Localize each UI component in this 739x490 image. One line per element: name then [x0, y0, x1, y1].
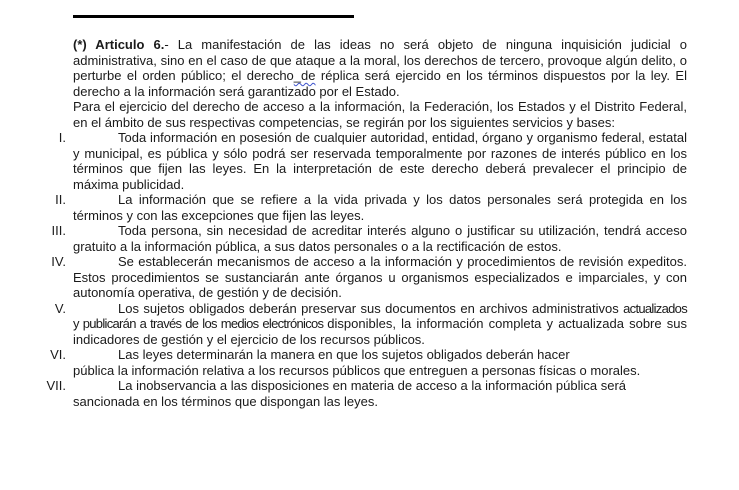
list-item-text: disponibles, la información completa y actualizada sobre sus indicadores de gestión y el ejercicio de los recursos públicos.: [73, 316, 687, 347]
list-item-numeral: VII.: [46, 378, 66, 393]
list-item-text: La información que se refiere a la vida privada y los datos personales será protegida en los términos y con las excepciones que fijen las leyes.: [73, 192, 687, 223]
list-item-III: [51, 223, 687, 254]
list-item-numeral: V.: [54, 300, 66, 316]
list-item-text: Toda persona, sin necesidad de acreditar interés alguno o justificar su utilización, tendrá acceso gratuito a la información pública, a sus datos personales o a la rectificación de estos.: [73, 223, 687, 254]
list-item-IV: [51, 254, 687, 301]
list-item-numeral: I.: [58, 130, 66, 145]
list-item-text: Se establecerán mecanismos de acceso a la información y procedimientos de revisión expeditos. Estos procedimientos se sustanciarán ante órganos u organismos especializados e imparciales, y con autonomía operativa, de gestión y de decisión.: [73, 254, 687, 300]
list-item-numeral: IV.: [51, 254, 66, 269]
separator-rule: [73, 15, 354, 18]
list-item-numeral: VI.: [50, 347, 66, 362]
list-item-text: Los sujetos obligados deberán preservar sus documentos en archivos administrativos: [118, 300, 624, 316]
grammar-flagged-text: _de: [293, 68, 316, 83]
intro-text-a: - La manifestación de las ideas no será objeto de ninguna inquisición judicial o administrativa, sino en el caso de que ataque a la moral, los derechos de tercero, provoque algún delito, o perturbe el orden público; el derecho: [73, 37, 687, 83]
list-item-VI: [50, 347, 687, 378]
list-item-numeral: II.: [55, 192, 66, 207]
list-item-text-condensed: actualizados y publicarán a través de los medios electrónicos: [73, 300, 687, 331]
article-intro-paragraph: [73, 37, 687, 99]
list-item-II: [55, 192, 687, 223]
list-item-I: [58, 130, 687, 192]
list-item-text: La inobservancia a las disposiciones en materia de acceso a la información pública será sancionada en los términos que dispongan las leyes.: [73, 378, 627, 409]
list-item-text: pública la información relativa a los recursos públicos que entreguen a personas físicas o morales.: [73, 362, 641, 378]
list-item-text: Toda información en posesión de cualquier autoridad, entidad, órgano y organismo federal, estatal y municipal, es pública y sólo podrá ser reservada temporalmente por razones de interés público en los términos que fijen las leyes. En la interpretación de este derecho deberá prevalecer el principio de máxima publicidad.: [73, 130, 687, 192]
article-lead-label: (*) Articulo 6.: [73, 37, 165, 52]
access-rights-paragraph: Para el ejercicio del derecho de acceso a la información, la Federación, los Estados y el Distrito Federal, en el ámbito de sus respectivas competencias, se regirán por los siguientes servicios y bases:: [73, 99, 687, 130]
list-item-VII: [46, 378, 687, 409]
article-body: [46, 37, 687, 409]
list-item-V: [54, 300, 687, 348]
list-item-numeral: III.: [51, 223, 66, 238]
list-item-text: Las leyes determinarán la manera en que los sujetos obligados deberán hacer: [118, 347, 570, 362]
intro-text-b: réplica será ejercido en los términos dispuestos por la ley. El derecho a la información será garantizado por el Estado.: [73, 68, 687, 99]
fractions-list: [46, 130, 687, 409]
